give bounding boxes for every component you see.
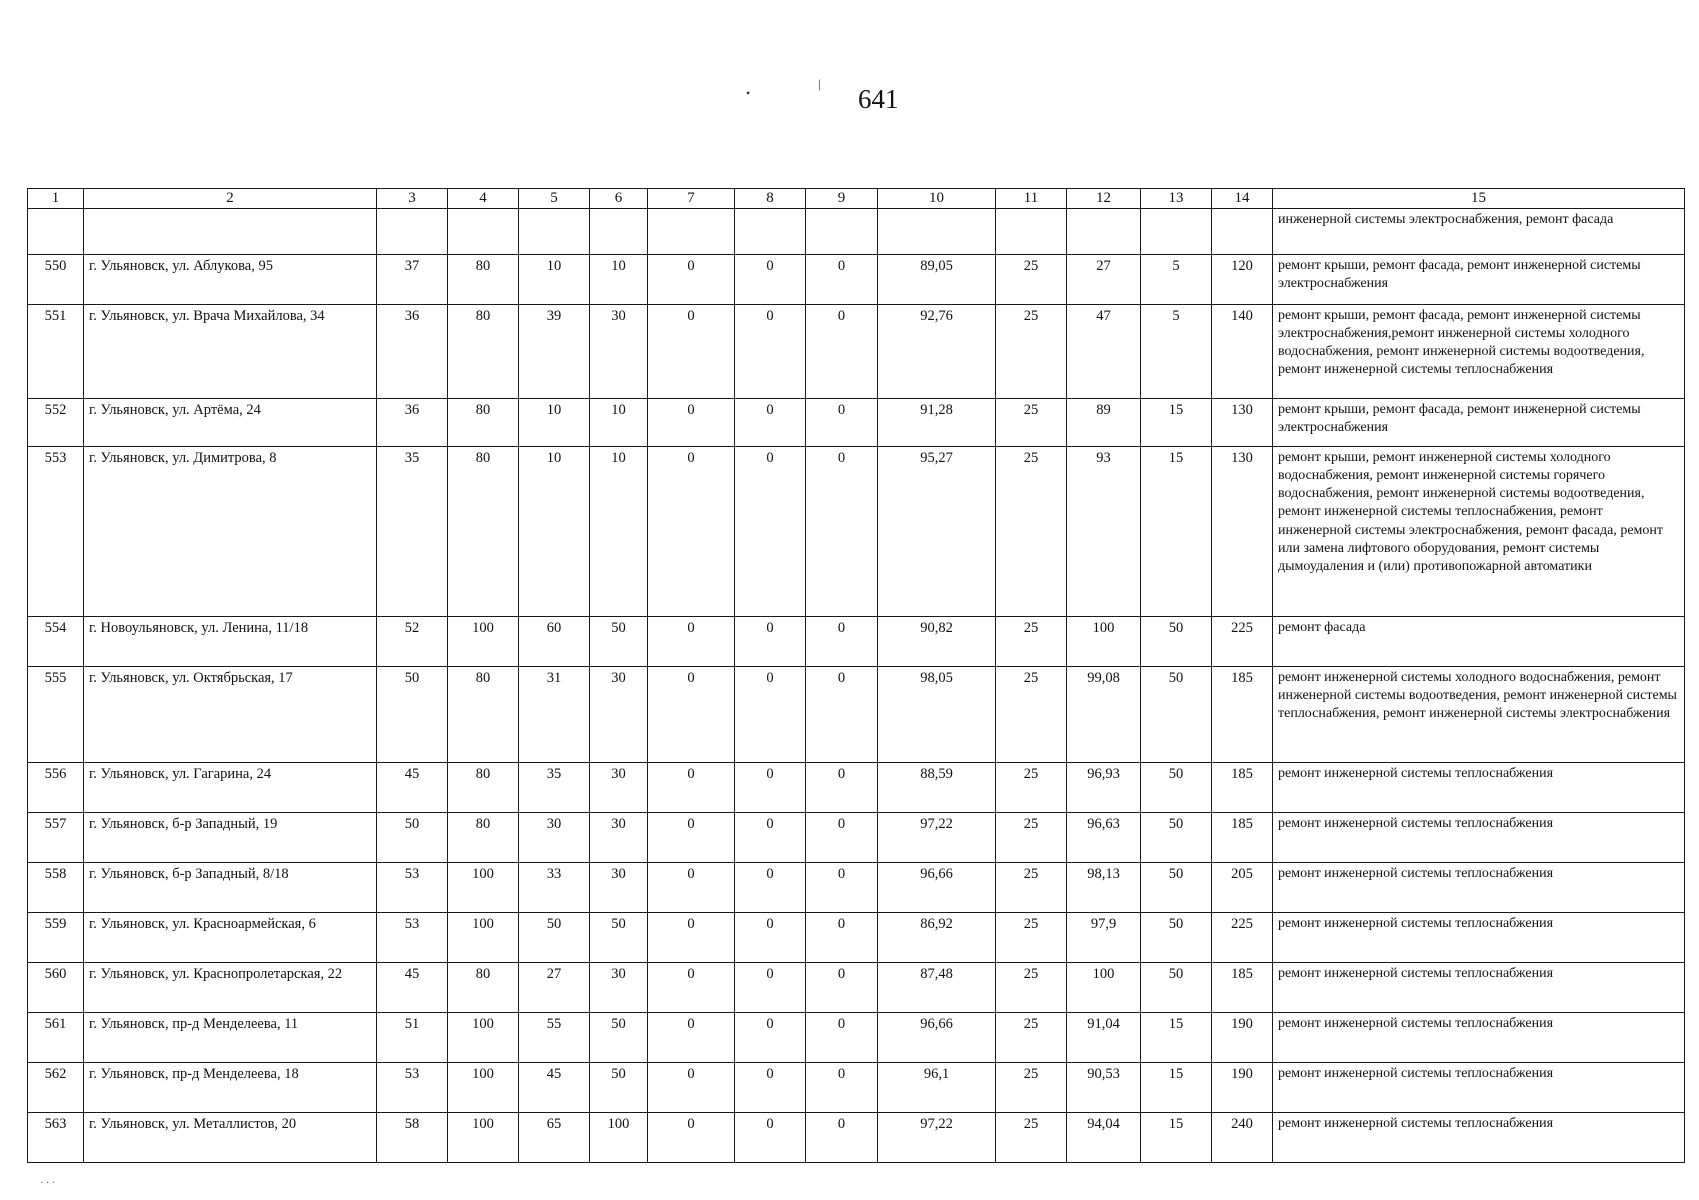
- value-cell: 96,63: [1067, 812, 1141, 862]
- value-cell: 31: [519, 666, 590, 762]
- value-cell: 25: [996, 666, 1067, 762]
- table-row: [28, 398, 1685, 446]
- value-cell: 53: [377, 912, 448, 962]
- value-cell: 5: [1141, 254, 1212, 304]
- value-cell: 15: [1141, 446, 1212, 616]
- row-number: 562: [28, 1062, 84, 1112]
- value-cell: 100: [448, 1062, 519, 1112]
- value-cell: 100: [590, 1112, 648, 1162]
- row-number: 559: [28, 912, 84, 962]
- scan-mark: · · ·: [40, 1178, 55, 1189]
- work-description-cell: ремонт инженерной системы теплоснабжения: [1273, 912, 1685, 962]
- value-cell: 50: [519, 912, 590, 962]
- value-cell: 97,22: [878, 1112, 996, 1162]
- value-cell: 25: [996, 1112, 1067, 1162]
- work-description-cell: ремонт инженерной системы теплоснабжения: [1273, 1112, 1685, 1162]
- value-cell: 190: [1212, 1062, 1273, 1112]
- value-cell: 0: [806, 1012, 878, 1062]
- value-cell: 96,1: [878, 1062, 996, 1112]
- value-cell: 15: [1141, 1112, 1212, 1162]
- value-cell: 50: [1141, 666, 1212, 762]
- row-number: 561: [28, 1012, 84, 1062]
- value-cell: 25: [996, 1012, 1067, 1062]
- value-cell: 25: [996, 962, 1067, 1012]
- address-cell: г. Ульяновск, ул. Врача Михайлова, 34: [84, 304, 377, 398]
- value-cell: 93: [1067, 446, 1141, 616]
- value-cell: 90,82: [878, 616, 996, 666]
- address-cell: г. Ульяновск, ул. Краснопролетарская, 22: [84, 962, 377, 1012]
- value-cell: 100: [1067, 616, 1141, 666]
- table-row: [28, 862, 1685, 912]
- value-cell: 0: [648, 616, 735, 666]
- value-cell: 51: [377, 1012, 448, 1062]
- row-number: 556: [28, 762, 84, 812]
- value-cell: 90,53: [1067, 1062, 1141, 1112]
- value-cell: 30: [590, 812, 648, 862]
- value-cell: 0: [806, 912, 878, 962]
- value-cell: 0: [735, 862, 806, 912]
- row-number: 563: [28, 1112, 84, 1162]
- address-cell: г. Ульяновск, б-р Западный, 19: [84, 812, 377, 862]
- value-cell: 91,28: [878, 398, 996, 446]
- value-cell: 0: [806, 616, 878, 666]
- value-cell: 130: [1212, 398, 1273, 446]
- value-cell: 91,04: [1067, 1012, 1141, 1062]
- value-cell: 0: [735, 304, 806, 398]
- value-cell: 0: [806, 762, 878, 812]
- value-cell: 25: [996, 616, 1067, 666]
- value-cell: 0: [648, 862, 735, 912]
- work-description-cell: ремонт инженерной системы холодного водоснабжения, ремонт инженерной системы водоотведения, ремонт инженерной системы теплоснабжения, ремонт инженерной системы электроснабжения: [1273, 666, 1685, 762]
- value-cell: 15: [1141, 1012, 1212, 1062]
- value-cell: 10: [519, 446, 590, 616]
- row-number: 558: [28, 862, 84, 912]
- value-cell: 25: [996, 862, 1067, 912]
- value-cell: 10: [519, 254, 590, 304]
- value-cell: 97,22: [878, 812, 996, 862]
- value-cell: 0: [648, 1012, 735, 1062]
- value-cell: 10: [519, 398, 590, 446]
- work-description-cell: ремонт крыши, ремонт фасада, ремонт инженерной системы электроснабжения: [1273, 398, 1685, 446]
- value-cell: 25: [996, 304, 1067, 398]
- value-cell: 35: [519, 762, 590, 812]
- value-cell: 80: [448, 254, 519, 304]
- value-cell: 0: [648, 962, 735, 1012]
- value-cell: 60: [519, 616, 590, 666]
- value-cell: 130: [1212, 446, 1273, 616]
- value-cell: 15: [1141, 1062, 1212, 1112]
- value-cell: 50: [1141, 962, 1212, 1012]
- work-description-cell: ремонт крыши, ремонт фасада, ремонт инженерной системы электроснабжения: [1273, 254, 1685, 304]
- value-cell: 80: [448, 812, 519, 862]
- value-cell: 96,66: [878, 862, 996, 912]
- column-header: 15: [1273, 189, 1685, 209]
- work-description-cell: ремонт инженерной системы теплоснабжения: [1273, 1062, 1685, 1112]
- row-number: 551: [28, 304, 84, 398]
- value-cell: 80: [448, 398, 519, 446]
- value-cell: 10: [590, 446, 648, 616]
- table-row: [28, 446, 1685, 616]
- row-number: 557: [28, 812, 84, 862]
- work-description-cell: ремонт инженерной системы теплоснабжения: [1273, 1012, 1685, 1062]
- value-cell: 95,27: [878, 446, 996, 616]
- row-number: 555: [28, 666, 84, 762]
- value-cell: 0: [648, 812, 735, 862]
- value-cell: 50: [1141, 862, 1212, 912]
- address-cell: г. Ульяновск, пр-д Менделеева, 18: [84, 1062, 377, 1112]
- address-cell: г. Ульяновск, ул. Гагарина, 24: [84, 762, 377, 812]
- value-cell: 0: [735, 1012, 806, 1062]
- value-cell: 0: [648, 254, 735, 304]
- value-cell: 50: [590, 1012, 648, 1062]
- address-cell: г. Ульяновск, ул. Артёма, 24: [84, 398, 377, 446]
- value-cell: 25: [996, 398, 1067, 446]
- address-cell: г. Ульяновск, пр-д Менделеева, 11: [84, 1012, 377, 1062]
- work-description-cell: ремонт фасада: [1273, 616, 1685, 666]
- value-cell: 30: [590, 862, 648, 912]
- table-row: [28, 1012, 1685, 1062]
- value-cell: 45: [377, 962, 448, 1012]
- value-cell: 0: [735, 912, 806, 962]
- value-cell: 87,48: [878, 962, 996, 1012]
- value-cell: 185: [1212, 666, 1273, 762]
- value-cell: 0: [648, 304, 735, 398]
- table-row: [28, 1062, 1685, 1112]
- value-cell: 30: [519, 812, 590, 862]
- value-cell: 50: [1141, 812, 1212, 862]
- value-cell: 100: [1067, 962, 1141, 1012]
- value-cell: 58: [377, 1112, 448, 1162]
- value-cell: 25: [996, 912, 1067, 962]
- value-cell: 39: [519, 304, 590, 398]
- value-cell: 96,66: [878, 1012, 996, 1062]
- value-cell: 140: [1212, 304, 1273, 398]
- value-cell: 25: [996, 446, 1067, 616]
- value-cell: 0: [648, 912, 735, 962]
- value-cell: 0: [806, 666, 878, 762]
- value-cell: 0: [735, 1062, 806, 1112]
- value-cell: 80: [448, 446, 519, 616]
- value-cell: 35: [377, 446, 448, 616]
- work-description-cell: ремонт крыши, ремонт фасада, ремонт инженерной системы электроснабжения,ремонт инженерной системы холодного водоснабжения, ремонт инженерной системы водоотведения, ремонт инженерной системы теплоснабжения: [1273, 304, 1685, 398]
- address-cell: г. Ульяновск, б-р Западный, 8/18: [84, 862, 377, 912]
- value-cell: 50: [1141, 912, 1212, 962]
- register-table: [27, 188, 1685, 1163]
- value-cell: 30: [590, 962, 648, 1012]
- column-header: 1: [28, 189, 84, 209]
- value-cell: 55: [519, 1012, 590, 1062]
- value-cell: 53: [377, 862, 448, 912]
- value-cell: 0: [735, 762, 806, 812]
- value-cell: 25: [996, 762, 1067, 812]
- value-cell: 15: [1141, 398, 1212, 446]
- value-cell: 65: [519, 1112, 590, 1162]
- value-cell: 30: [590, 666, 648, 762]
- column-header: 3: [377, 189, 448, 209]
- value-cell: 240: [1212, 1112, 1273, 1162]
- address-cell: г. Ульяновск, ул. Аблукова, 95: [84, 254, 377, 304]
- row-number: 552: [28, 398, 84, 446]
- value-cell: 0: [735, 666, 806, 762]
- value-cell: 50: [377, 812, 448, 862]
- table-row: [28, 254, 1685, 304]
- value-cell: 96,93: [1067, 762, 1141, 812]
- value-cell: 185: [1212, 762, 1273, 812]
- column-header: 10: [878, 189, 996, 209]
- value-cell: 25: [996, 812, 1067, 862]
- table-row: [28, 762, 1685, 812]
- value-cell: 5: [1141, 304, 1212, 398]
- value-cell: 89,05: [878, 254, 996, 304]
- value-cell: 45: [519, 1062, 590, 1112]
- value-cell: 0: [735, 254, 806, 304]
- value-cell: 36: [377, 304, 448, 398]
- value-cell: 0: [806, 1112, 878, 1162]
- value-cell: 10: [590, 254, 648, 304]
- column-header: 11: [996, 189, 1067, 209]
- value-cell: 0: [806, 446, 878, 616]
- column-header: 4: [448, 189, 519, 209]
- row-number: 550: [28, 254, 84, 304]
- value-cell: 50: [1141, 616, 1212, 666]
- row-number: 553: [28, 446, 84, 616]
- value-cell: 52: [377, 616, 448, 666]
- value-cell: 0: [806, 962, 878, 1012]
- value-cell: 0: [648, 1112, 735, 1162]
- value-cell: 53: [377, 1062, 448, 1112]
- value-cell: 120: [1212, 254, 1273, 304]
- value-cell: 50: [590, 912, 648, 962]
- value-cell: 30: [590, 304, 648, 398]
- column-header: 2: [84, 189, 377, 209]
- address-cell: г. Ульяновск, ул. Красноармейская, 6: [84, 912, 377, 962]
- continuation-row: [28, 208, 1685, 254]
- page-number: 641: [858, 84, 899, 114]
- value-cell: 50: [590, 1062, 648, 1112]
- row-number: 554: [28, 616, 84, 666]
- scan-mark: •: [746, 86, 751, 100]
- value-cell: 94,04: [1067, 1112, 1141, 1162]
- column-header: 12: [1067, 189, 1141, 209]
- column-header: 7: [648, 189, 735, 209]
- value-cell: 0: [806, 304, 878, 398]
- value-cell: 37: [377, 254, 448, 304]
- value-cell: 225: [1212, 912, 1273, 962]
- table-row: [28, 912, 1685, 962]
- value-cell: 225: [1212, 616, 1273, 666]
- work-description-cell: ремонт инженерной системы теплоснабжения: [1273, 812, 1685, 862]
- value-cell: 0: [735, 812, 806, 862]
- value-cell: 30: [590, 762, 648, 812]
- value-cell: 0: [806, 812, 878, 862]
- value-cell: 0: [735, 962, 806, 1012]
- value-cell: 0: [648, 666, 735, 762]
- value-cell: 25: [996, 254, 1067, 304]
- address-cell: г. Новоульяновск, ул. Ленина, 11/18: [84, 616, 377, 666]
- value-cell: 89: [1067, 398, 1141, 446]
- value-cell: 185: [1212, 962, 1273, 1012]
- value-cell: 33: [519, 862, 590, 912]
- column-header: 9: [806, 189, 878, 209]
- scan-mark: |: [818, 76, 821, 91]
- column-header: 13: [1141, 189, 1212, 209]
- value-cell: 97,9: [1067, 912, 1141, 962]
- value-cell: 0: [648, 762, 735, 812]
- value-cell: 0: [806, 254, 878, 304]
- table-row: [28, 812, 1685, 862]
- value-cell: 80: [448, 762, 519, 812]
- value-cell: 100: [448, 1112, 519, 1162]
- value-cell: 36: [377, 398, 448, 446]
- value-cell: 0: [806, 1062, 878, 1112]
- work-description-cell: ремонт инженерной системы теплоснабжения: [1273, 762, 1685, 812]
- value-cell: 0: [806, 862, 878, 912]
- value-cell: 47: [1067, 304, 1141, 398]
- value-cell: 0: [648, 1062, 735, 1112]
- value-cell: 80: [448, 666, 519, 762]
- value-cell: 80: [448, 962, 519, 1012]
- table-row: [28, 962, 1685, 1012]
- value-cell: 27: [519, 962, 590, 1012]
- value-cell: 100: [448, 616, 519, 666]
- value-cell: 100: [448, 862, 519, 912]
- value-cell: 205: [1212, 862, 1273, 912]
- work-description-cell: ремонт инженерной системы теплоснабжения: [1273, 962, 1685, 1012]
- value-cell: 80: [448, 304, 519, 398]
- value-cell: 99,08: [1067, 666, 1141, 762]
- value-cell: 0: [648, 398, 735, 446]
- column-header: 6: [590, 189, 648, 209]
- value-cell: 100: [448, 1012, 519, 1062]
- value-cell: 0: [735, 446, 806, 616]
- table-row: [28, 1112, 1685, 1162]
- value-cell: 98,05: [878, 666, 996, 762]
- value-cell: 50: [590, 616, 648, 666]
- work-description-cell: инженерной системы электроснабжения, ремонт фасада: [1273, 208, 1685, 254]
- column-header: 5: [519, 189, 590, 209]
- value-cell: 50: [377, 666, 448, 762]
- value-cell: 100: [448, 912, 519, 962]
- value-cell: 0: [806, 398, 878, 446]
- table-row: [28, 304, 1685, 398]
- value-cell: 0: [648, 446, 735, 616]
- table-row: [28, 616, 1685, 666]
- value-cell: 27: [1067, 254, 1141, 304]
- value-cell: 98,13: [1067, 862, 1141, 912]
- value-cell: 50: [1141, 762, 1212, 812]
- value-cell: 45: [377, 762, 448, 812]
- column-header: 14: [1212, 189, 1273, 209]
- table-row: [28, 666, 1685, 762]
- column-number-row: [28, 189, 1685, 209]
- value-cell: 190: [1212, 1012, 1273, 1062]
- value-cell: 0: [735, 1112, 806, 1162]
- row-number: 560: [28, 962, 84, 1012]
- value-cell: 10: [590, 398, 648, 446]
- work-description-cell: ремонт инженерной системы теплоснабжения: [1273, 862, 1685, 912]
- value-cell: 0: [735, 616, 806, 666]
- value-cell: 0: [735, 398, 806, 446]
- value-cell: 25: [996, 1062, 1067, 1112]
- work-description-cell: ремонт крыши, ремонт инженерной системы холодного водоснабжения, ремонт инженерной системы горячего водоснабжения, ремонт инженерной системы водоотведения, ремонт инженерной системы теплоснабжения, ремонт инженерной системы электроснабжения, ремонт фасада, ремонт или замена лифтового оборудования, ремонт системы дымоудаления и (или) противопожарной автоматики: [1273, 446, 1685, 616]
- value-cell: 92,76: [878, 304, 996, 398]
- address-cell: г. Ульяновск, ул. Октябрьская, 17: [84, 666, 377, 762]
- column-header: 8: [735, 189, 806, 209]
- address-cell: г. Ульяновск, ул. Металлистов, 20: [84, 1112, 377, 1162]
- value-cell: 88,59: [878, 762, 996, 812]
- address-cell: г. Ульяновск, ул. Димитрова, 8: [84, 446, 377, 616]
- value-cell: 185: [1212, 812, 1273, 862]
- value-cell: 86,92: [878, 912, 996, 962]
